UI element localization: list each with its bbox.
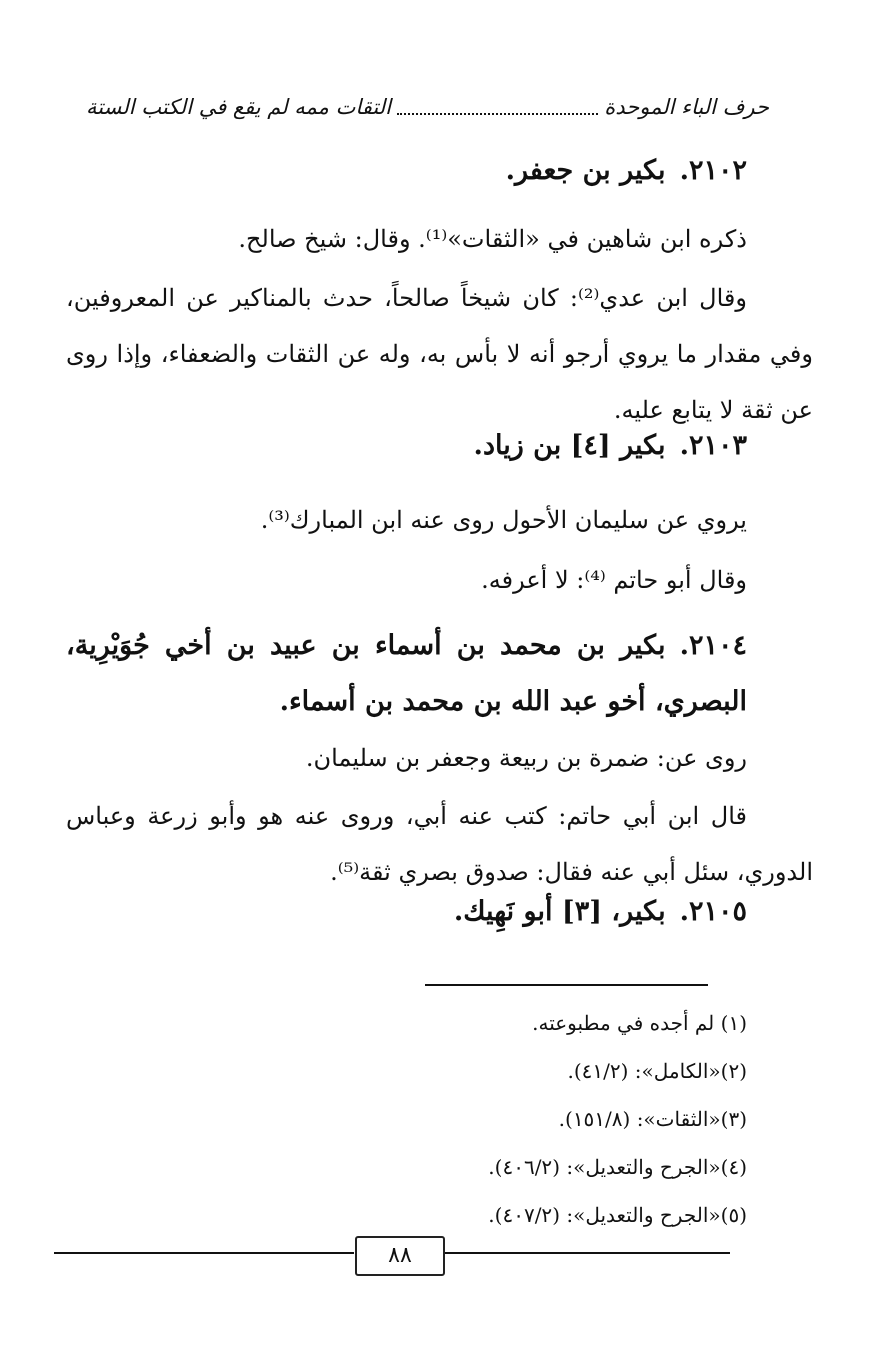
entry-name: بكير بن محمد بن أسماء بن عبيد بن أخي جُوَيْرِية، البصري، أخو عبد الله بن محمد بن أسماء. <box>66 630 747 717</box>
page-number: ٨٨ <box>355 1236 445 1276</box>
entry-paragraph: ذكره ابن شاهين في «الثقات»⁽¹⁾. وقال: شيخ صالح. <box>238 225 747 253</box>
footer-rule <box>54 1252 354 1254</box>
footnote-item: (١) لم أجده في مطبوعته. <box>532 1011 747 1035</box>
footer-rule <box>444 1252 730 1254</box>
footnote-item: (٣)«الثقات»: (١٥١/٨). <box>558 1107 747 1131</box>
entry-heading-2105 <box>454 896 747 927</box>
footnote-separator <box>425 984 708 986</box>
entry-name: بكير بن جعفر. <box>505 155 666 186</box>
entry-heading-2104 <box>66 618 747 730</box>
entry-heading-2102 <box>506 155 747 186</box>
running-header <box>86 95 769 119</box>
entry-number: ٢١٠٣. <box>679 430 747 461</box>
footnote-item: (٤)«الجرح والتعديل»: (٤٠٦/٢). <box>488 1155 747 1179</box>
footnote-item: (٢)«الكامل»: (٤١/٢). <box>567 1059 747 1083</box>
header-book-title: التقات ممه لم يقع في الكتب الستة <box>86 95 391 119</box>
entry-name: بكير، [٣] أبو نَهِيك. <box>453 896 666 927</box>
entry-heading-2103 <box>474 430 747 461</box>
entry-number: ٢١٠٤. <box>679 630 747 661</box>
header-dotted-leader <box>397 112 598 115</box>
entry-paragraph: يروي عن سليمان الأحول روى عنه ابن المبارك⁽³⁾. <box>260 506 747 534</box>
entry-paragraph: قال ابن أبي حاتم: كتب عنه أبي، وروى عنه هو وأبو زرعة وعباس الدوري، سئل أبي عنه فقال: صدوق بصري ثقة⁽⁵⁾. <box>66 802 813 886</box>
header-chapter: حرف الباء الموحدة <box>604 95 769 119</box>
footnote-item: (٥)«الجرح والتعديل»: (٤٠٧/٢). <box>488 1203 747 1227</box>
entry-paragraph: روى عن: ضمرة بن ربيعة وجعفر بن سليمان. <box>305 744 747 772</box>
entry-name: بكير [٤] بن زياد. <box>473 430 666 461</box>
entry-paragraph: وقال أبو حاتم ⁽⁴⁾: لا أعرفه. <box>481 566 747 594</box>
entry-number: ٢١٠٢. <box>679 155 747 186</box>
entry-paragraph: وقال ابن عدي⁽²⁾: كان شيخاً صالحاً، حدث بالمناكير عن المعروفين، وفي مقدار ما يروي أرجو أنه لا بأس به، وله عن الثقات والضعفاء، وإذا روى عن ثقة لا يتابع عليه. <box>66 284 813 424</box>
entry-number: ٢١٠٥. <box>679 896 747 927</box>
footnotes <box>100 1001 747 1241</box>
